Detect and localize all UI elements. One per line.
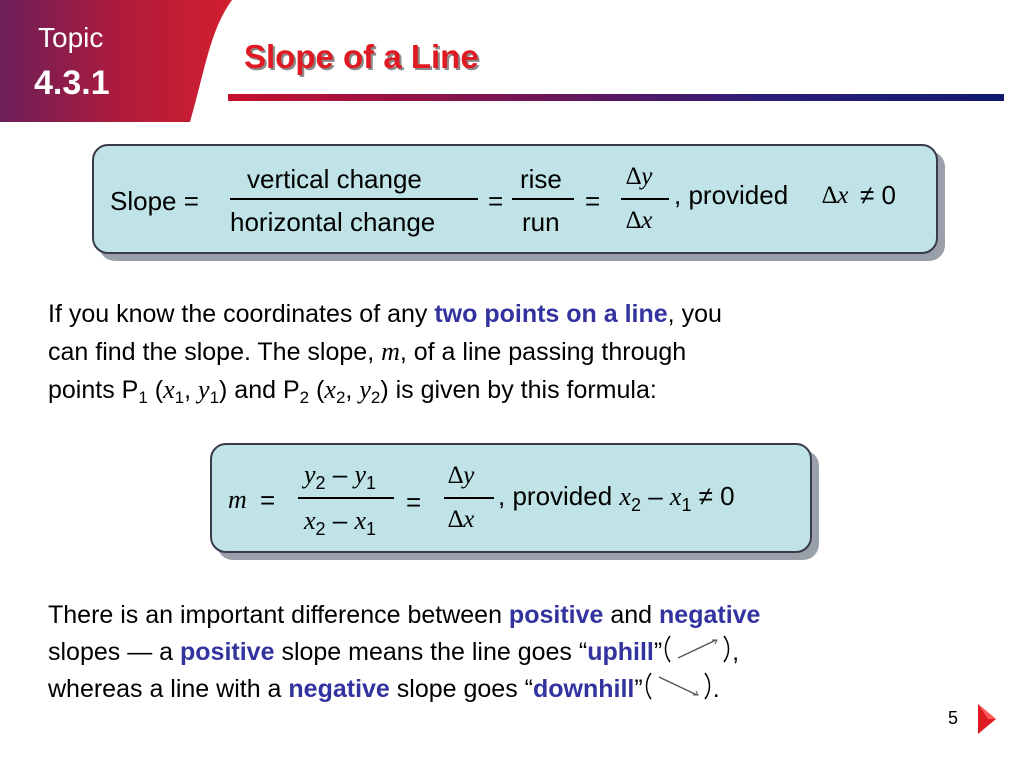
fraction3-numerator: ∆y [626, 163, 653, 190]
slope-formula-box [210, 443, 812, 553]
fraction2-bar [512, 198, 574, 200]
num-y1-sub: 1 [366, 473, 377, 493]
fraction1-denominator: horizontal change [230, 207, 436, 237]
p1-text-2: , you [667, 300, 722, 328]
p2-sub: 2 [299, 388, 310, 407]
p1-y2: y [359, 375, 371, 404]
paragraph-two-points [48, 296, 722, 411]
fraction2-denominator: run [522, 207, 560, 237]
p1-text-7: ) and P [219, 376, 300, 404]
p1-y1: y [198, 375, 210, 404]
num-minus: – [325, 459, 355, 489]
p2-text-10: . [712, 675, 720, 703]
denominator-x2-x1 [304, 505, 377, 539]
p1-y1-sub: 1 [209, 388, 220, 407]
p1-y2-sub: 2 [370, 388, 381, 407]
uphill-line-icon [662, 632, 732, 666]
slope-definition-box [92, 144, 938, 254]
numerator-y2-y1 [304, 459, 377, 493]
fraction4-bar [298, 497, 394, 499]
cond-x2: x [619, 482, 631, 511]
provided-label-2: , provided [498, 481, 620, 511]
num-y1: y [354, 460, 367, 489]
p1-m-variable: m [381, 337, 400, 366]
p2-text-8: slope goes “ [389, 675, 533, 703]
p1-text-9: ) is given by this formula: [380, 376, 657, 404]
cond-x1-sub: 1 [681, 495, 692, 515]
equals-0: = [260, 485, 276, 515]
condition-variable: ∆x [822, 182, 849, 209]
fraction5-bar [444, 497, 494, 499]
p2-text-2: and [603, 601, 660, 629]
den-x2-sub: 2 [315, 519, 326, 539]
p1-x2: x [324, 375, 336, 404]
num-y2: y [304, 460, 316, 489]
slope-lhs: Slope = [110, 186, 199, 216]
den-x1-sub: 1 [366, 519, 377, 539]
equals-3: = [406, 487, 422, 517]
p2-text-6: , [732, 638, 740, 666]
p1-sub: 1 [138, 388, 148, 407]
fraction3-denominator: ∆x [626, 207, 653, 234]
topic-tab-shape [0, 0, 232, 122]
p1-text-4: , of a line passing through [399, 338, 687, 366]
p1-x1: x [163, 375, 175, 404]
topic-number: 4.3.1 [34, 64, 110, 102]
cond-x2-sub: 2 [630, 495, 641, 515]
page-number: 5 [948, 708, 959, 728]
provided-text: , provided [674, 180, 789, 210]
p2-highlight-positive-2: positive [180, 638, 275, 666]
p2-highlight-uphill: uphill [587, 638, 654, 666]
p2-text-7: whereas a line with a [48, 675, 289, 703]
p1-text-6: ( [147, 376, 164, 404]
p2-text-3: slopes — a [48, 638, 181, 666]
p2-highlight-downhill: downhill [532, 675, 635, 703]
equals-1: = [488, 186, 504, 216]
p1-x2-sub: 2 [335, 388, 346, 407]
p1-comma-2: , [345, 376, 360, 404]
fraction5-denominator: ∆x [448, 506, 475, 533]
den-x2: x [304, 506, 316, 535]
p2-text-5: ” [653, 638, 663, 666]
p2-text-9: ” [634, 675, 643, 703]
page-title: Slope of a Line [244, 38, 479, 75]
p2-text-4: slope means the line goes “ [274, 638, 588, 666]
den-minus: – [325, 505, 355, 535]
cond-minus: – [640, 481, 670, 511]
condition-op: ≠ 0 [860, 180, 896, 210]
topic-label: Topic [38, 22, 104, 53]
p1-text-3: can find the slope. The slope, [48, 338, 382, 366]
paragraph-positive-negative [48, 597, 760, 708]
title-underline [228, 94, 1004, 101]
cond-x1: x [669, 482, 682, 511]
next-slide-arrow-icon[interactable] [976, 702, 998, 736]
cond-op: ≠ 0 [691, 481, 735, 511]
fraction2-numerator: rise [520, 164, 562, 194]
p2-highlight-negative: negative [659, 601, 761, 629]
p1-highlight-two-points: two points on a line [434, 300, 668, 328]
p1-comma: , [184, 376, 199, 404]
p2-text-1: There is an important difference between [48, 601, 509, 629]
fraction3-bar [621, 198, 669, 200]
fraction1-numerator: vertical change [247, 164, 422, 194]
p2-highlight-positive: positive [508, 601, 604, 629]
provided-text-2 [498, 481, 735, 515]
num-y2-sub: 2 [315, 473, 326, 493]
p1-text-1: If you know the coordinates of any [48, 300, 435, 328]
topic-tab [0, 0, 232, 122]
p1-text-5: points P [48, 376, 139, 404]
p1-x1-sub: 1 [174, 388, 185, 407]
downhill-line-icon [643, 669, 713, 703]
equals-2: = [585, 186, 601, 216]
p1-text-8: ( [309, 376, 325, 404]
fraction5-numerator: ∆y [448, 462, 475, 489]
den-x1: x [354, 506, 367, 535]
p2-highlight-negative-2: negative [288, 675, 390, 703]
m-variable: m [228, 485, 247, 514]
fraction1-bar [230, 198, 478, 200]
